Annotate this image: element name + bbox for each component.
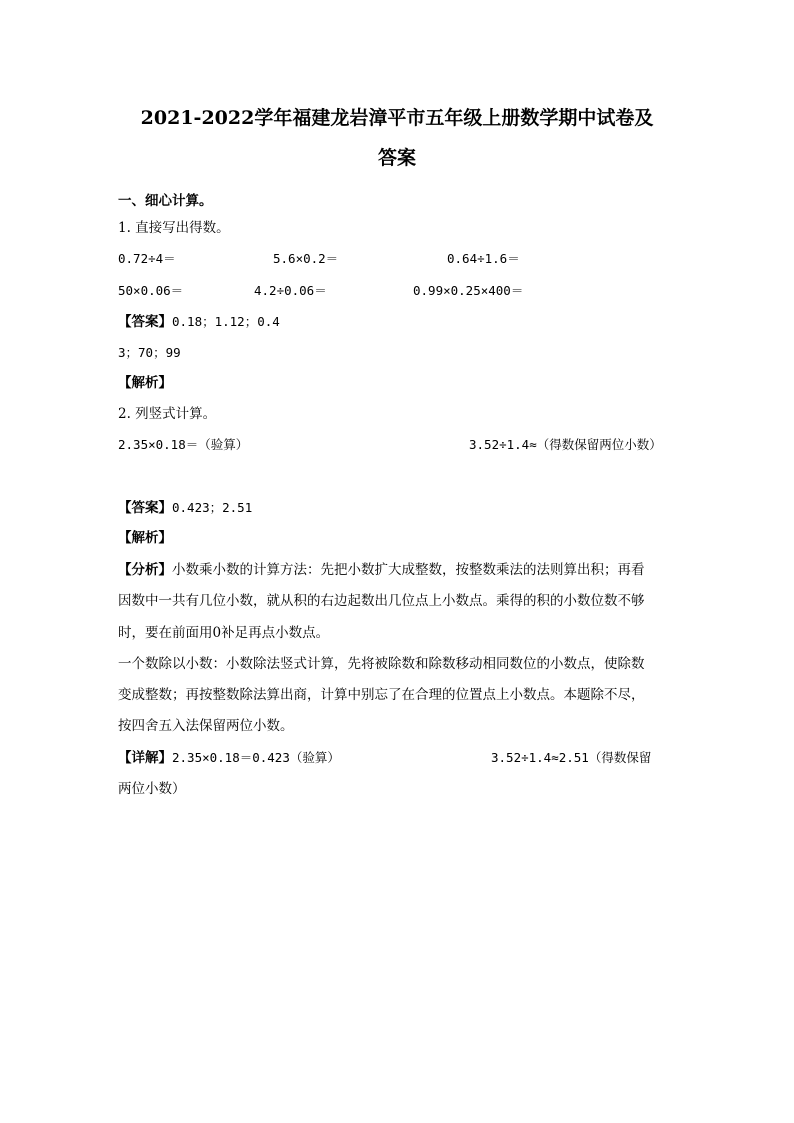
detail-left-text: 2.35×0.18＝0.423（验算）	[172, 750, 340, 765]
page-title-line-2: 答案	[377, 147, 416, 169]
q2-answer	[118, 500, 252, 516]
q1-answer-line-2: 3；70；99	[118, 345, 181, 360]
q1-expr-6: 0.99×0.25×400＝	[413, 283, 524, 298]
q2-expr-left	[118, 437, 248, 453]
q1-answer	[118, 314, 280, 330]
detail-label: 【详解】	[118, 750, 172, 766]
q2-expr-left-text: 2.35×0.18＝（验算）	[118, 437, 249, 452]
q1-expr-1: 0.72÷4＝	[118, 251, 176, 266]
page-title-line-1: 2021-2022学年福建龙岩漳平市五年级上册数学期中试卷及	[140, 107, 654, 129]
q1-expr-4: 50×0.06＝	[118, 283, 184, 298]
section-heading: 一、细心计算。	[118, 193, 213, 209]
question-1-stem: 1. 直接写出得数。	[118, 220, 230, 236]
q2-fenxi-line-5: 变成整数；再按整数除法算出商，计算中别忘了在合理的位置点上小数点。本题除不尽，	[118, 687, 645, 703]
q2-detail-left	[118, 750, 340, 766]
question-2-stem: 2. 列竖式计算。	[118, 406, 217, 422]
detail-right-text: 3.52÷1.4≈2.51（得数保留	[491, 750, 652, 765]
answer-values: 0.18；1.12；0.4	[172, 314, 280, 329]
q1-expr-5: 4.2÷0.06＝	[254, 283, 327, 298]
q2-fenxi-line-3: 时，要在前面用0补足再点小数点。	[118, 625, 330, 641]
q2-fenxi-line-6: 按四舍五入法保留两位小数。	[118, 718, 294, 734]
q2-fenxi-line-2: 因数中一共有几位小数，就从积的右边起数出几位点上小数点。乘得的积的小数位数不够	[118, 593, 645, 609]
answer-label: 【答案】	[118, 314, 172, 330]
answer-label: 【答案】	[118, 500, 172, 516]
q2-analysis-label: 【解析】	[118, 530, 172, 546]
q1-analysis-label: 【解析】	[118, 375, 172, 391]
answer-values: 0.423；2.51	[172, 500, 253, 515]
q2-expr-right	[469, 437, 662, 453]
fenxi-text-1: 小数乘小数的计算方法：先把小数扩大成整数，按整数乘法的法则算出积；再看	[172, 562, 645, 578]
q2-detail-right	[491, 750, 651, 766]
q2-detail-line-2: 两位小数）	[118, 781, 186, 797]
q2-expr-right-text: 3.52÷1.4≈（得数保留两位小数）	[469, 437, 662, 452]
q2-fenxi-line-4: 一个数除以小数：小数除法竖式计算，先将被除数和除数移动相同数位的小数点，使除数	[118, 656, 645, 672]
q1-expr-3: 0.64÷1.6＝	[447, 251, 520, 266]
fenxi-label: 【分析】	[118, 562, 172, 578]
q1-expr-2: 5.6×0.2＝	[273, 251, 339, 266]
q2-fenxi-line-1	[118, 562, 645, 578]
